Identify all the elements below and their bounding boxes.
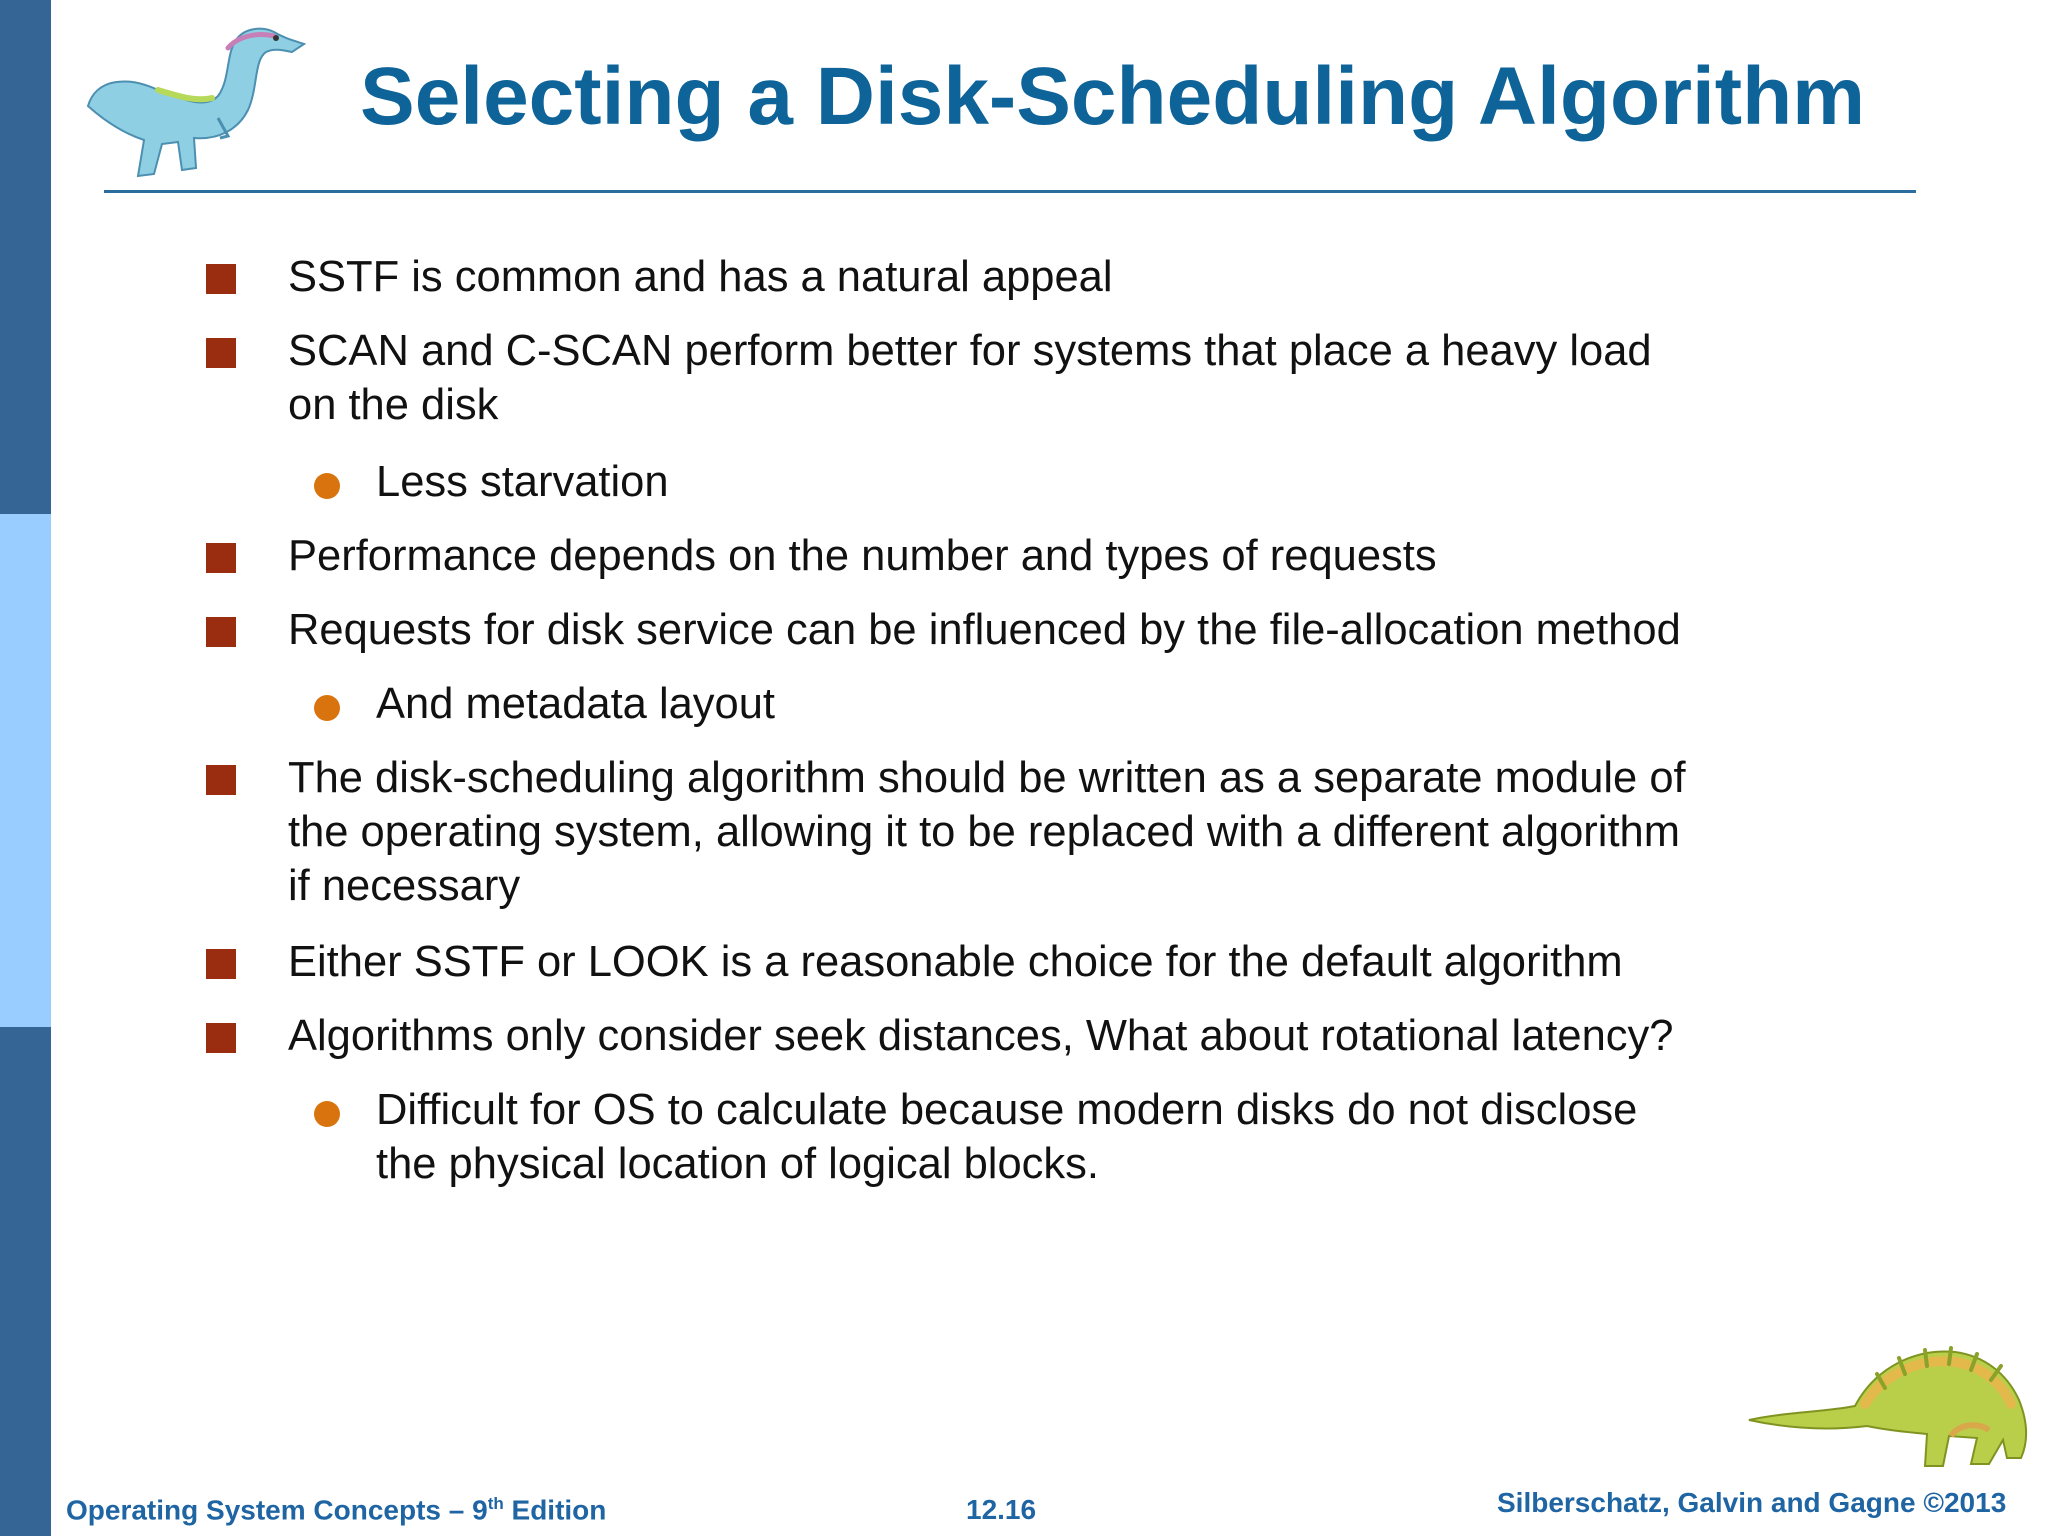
round-bullet-icon [314,1101,340,1127]
bullet-line: Less starvation [376,458,669,506]
bullet-line: if necessary [288,862,521,910]
bullet-line: Performance depends on the number and types of requests [288,532,1437,580]
bullet-item [288,603,1788,657]
side-bar-bottom-segment [0,1027,51,1536]
side-bar-top-segment [0,0,51,514]
footer-copyright: Silberschatz, Galvin and Gagne ©2013 [1497,1487,2007,1518]
footer-book-title [66,1494,606,1526]
dinosaur-bottom-icon [1745,1308,2035,1478]
title-divider [104,190,1916,193]
bullet-line: Algorithms only consider seek distances, What about rotational latency? [288,1012,1674,1060]
slide-title: Selecting a Disk-Scheduling Algorithm [360,51,1866,142]
round-bullet-icon [314,695,340,721]
bullet-line: Requests for disk service can be influenced by the file-allocation method [288,606,1681,654]
square-bullet-icon [206,543,236,573]
sub-bullet-item [376,677,1776,731]
bullet-line: on the disk [288,381,499,429]
bullet-line: And metadata layout [376,680,776,728]
bullet-item [288,250,1788,304]
bullet-line: SSTF is common and has a natural appeal [288,253,1113,301]
square-bullet-icon [206,1023,236,1053]
side-bar-middle-segment [0,514,51,1027]
bullet-line: the operating system, allowing it to be replaced with a different algorithm [288,808,1680,856]
square-bullet-icon [206,338,236,368]
square-bullet-icon [206,765,236,795]
footer-book-suffix: Edition [503,1494,607,1526]
side-bar [0,0,51,1536]
square-bullet-icon [206,264,236,294]
bullet-line: Either SSTF or LOOK is a reasonable choice for the default algorithm [288,938,1623,986]
sub-bullet-item [376,455,1776,509]
bullet-item [288,1009,1788,1063]
bullet-item [288,529,1788,583]
bullet-line: SCAN and C-SCAN perform better for systems that place a heavy load [288,327,1652,375]
square-bullet-icon [206,949,236,979]
round-bullet-icon [314,473,340,499]
bullet-item [288,935,1788,989]
square-bullet-icon [206,617,236,647]
dinosaur-top-icon [78,18,310,190]
bullet-item [288,751,1788,913]
bullet-item [288,324,1788,432]
bullet-line: the physical location of logical blocks. [376,1140,1099,1188]
footer-page-number: 12.16 [966,1494,1037,1525]
footer-book-prefix: Operating System Concepts – 9 [66,1494,488,1526]
sub-bullet-item [376,1083,1776,1191]
bullet-line: Difficult for OS to calculate because modern disks do not disclose [376,1086,1638,1134]
footer-book-sup: th [487,1494,504,1513]
bullet-line: The disk-scheduling algorithm should be written as a separate module of [288,754,1686,802]
